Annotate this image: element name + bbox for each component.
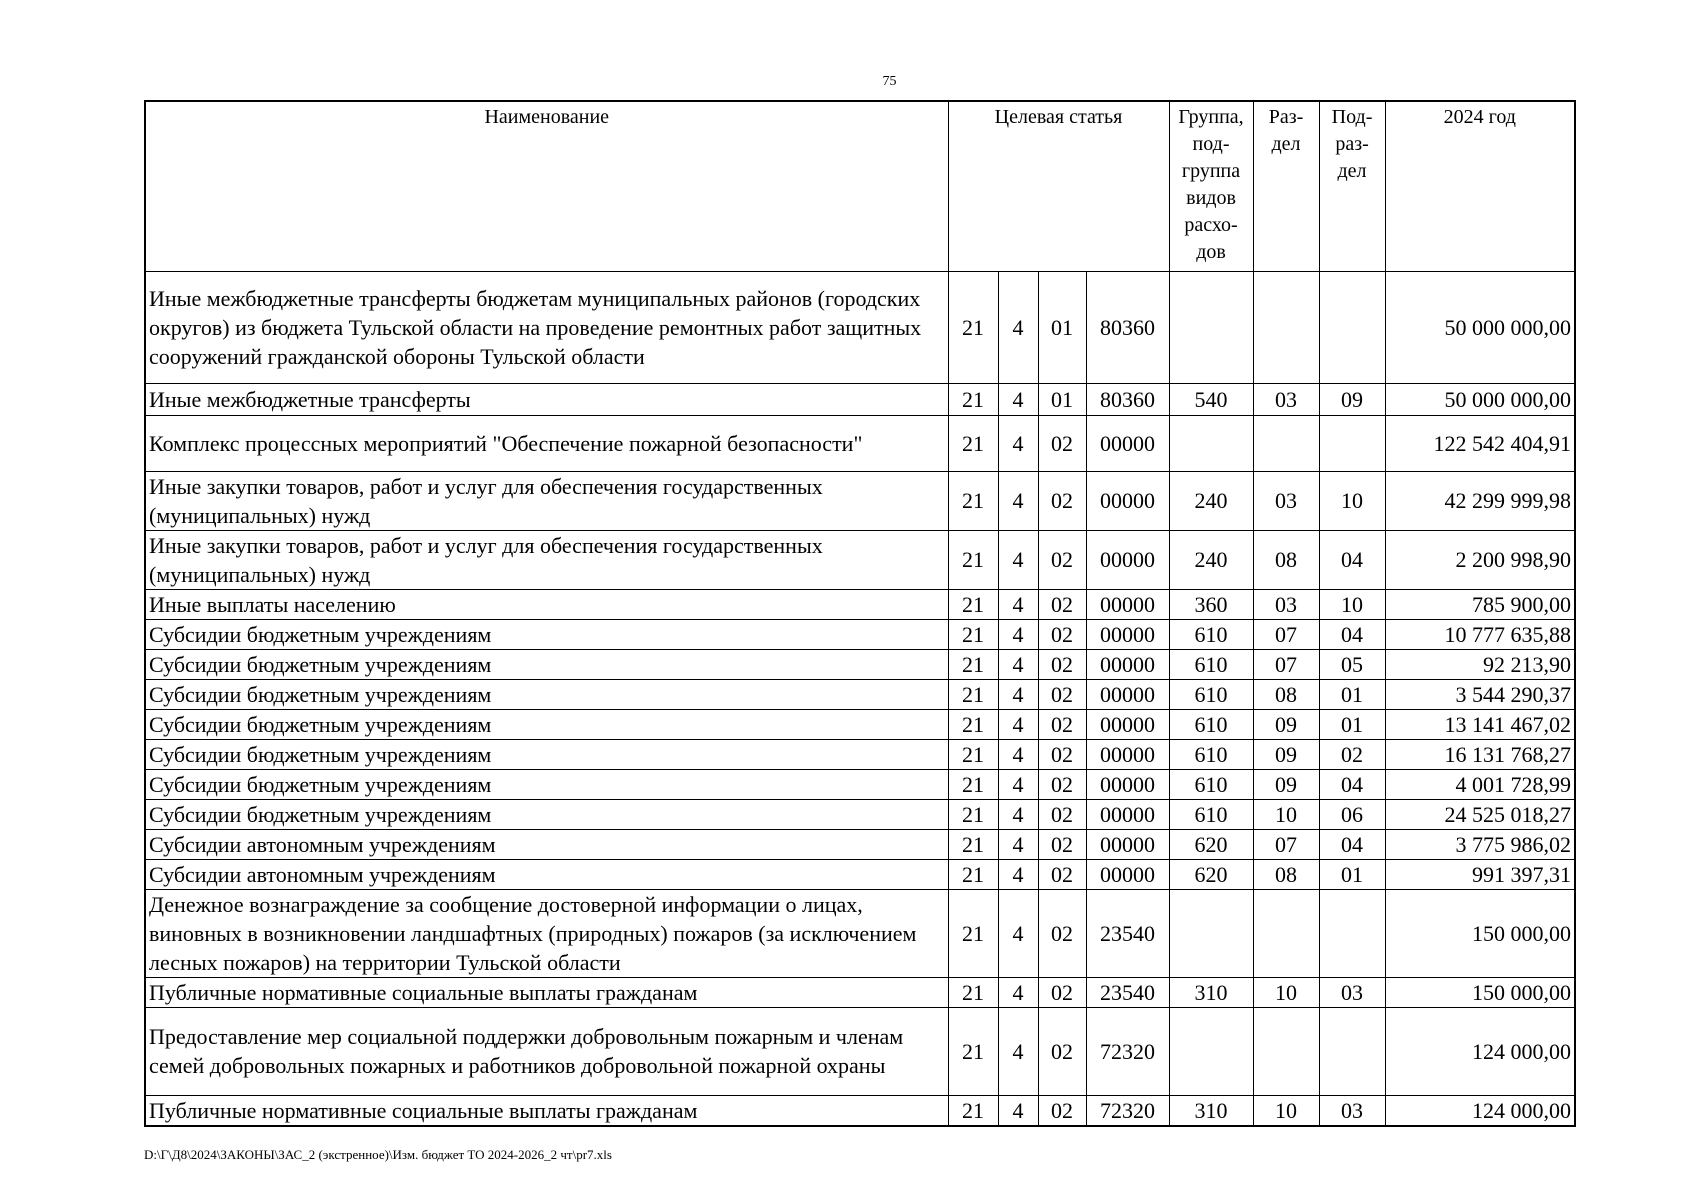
cell-name: Предоставление мер социальной поддержки добровольным пожарным и членам семей добровольных пожарных и работников добровольной пожарной охраны — [145, 1007, 948, 1095]
cell-c2: 4 — [998, 415, 1038, 471]
cell-c2: 4 — [998, 1007, 1038, 1095]
cell-subsection: 01 — [1319, 859, 1385, 889]
cell-section: 08 — [1253, 679, 1319, 709]
cell-section: 07 — [1253, 619, 1319, 649]
cell-c1: 21 — [948, 709, 998, 739]
cell-subsection: 01 — [1319, 679, 1385, 709]
page-number: 75 — [882, 74, 897, 89]
cell-group: 620 — [1169, 829, 1253, 859]
cell-section: 10 — [1253, 977, 1319, 1007]
cell-c1: 21 — [948, 859, 998, 889]
table-row — [145, 1007, 1575, 1095]
cell-c2: 4 — [998, 889, 1038, 977]
cell-section — [1253, 415, 1319, 471]
cell-c2: 4 — [998, 589, 1038, 619]
cell-c1: 21 — [948, 977, 998, 1007]
cell-c3: 02 — [1038, 471, 1086, 530]
cell-c3: 02 — [1038, 1095, 1086, 1126]
cell-c4: 00000 — [1086, 829, 1169, 859]
cell-subsection: 05 — [1319, 649, 1385, 679]
cell-subsection: 10 — [1319, 589, 1385, 619]
cell-group — [1169, 271, 1253, 383]
cell-c1: 21 — [948, 1095, 998, 1126]
cell-c2: 4 — [998, 739, 1038, 769]
cell-name: Иные закупки товаров, работ и услуг для обеспечения государственных (муниципальных) нужд — [145, 471, 948, 530]
cell-group: 610 — [1169, 709, 1253, 739]
cell-subsection: 03 — [1319, 977, 1385, 1007]
cell-section: 09 — [1253, 739, 1319, 769]
cell-group: 360 — [1169, 589, 1253, 619]
cell-subsection: 10 — [1319, 471, 1385, 530]
cell-amount: 4 001 728,99 — [1385, 769, 1575, 799]
cell-name: Субсидии бюджетным учреждениям — [145, 769, 948, 799]
cell-c1: 21 — [948, 1007, 998, 1095]
cell-name: Субсидии бюджетным учреждениям — [145, 799, 948, 829]
cell-c4: 23540 — [1086, 977, 1169, 1007]
cell-c2: 4 — [998, 271, 1038, 383]
cell-c4: 23540 — [1086, 889, 1169, 977]
cell-c2: 4 — [998, 769, 1038, 799]
cell-group — [1169, 415, 1253, 471]
cell-amount: 42 299 999,98 — [1385, 471, 1575, 530]
cell-section — [1253, 889, 1319, 977]
cell-c4: 00000 — [1086, 799, 1169, 829]
cell-c2: 4 — [998, 383, 1038, 415]
cell-subsection — [1319, 889, 1385, 977]
cell-name: Субсидии бюджетным учреждениям — [145, 709, 948, 739]
cell-c4: 80360 — [1086, 271, 1169, 383]
cell-section: 03 — [1253, 589, 1319, 619]
table-row — [145, 415, 1575, 471]
cell-c1: 21 — [948, 889, 998, 977]
cell-c4: 00000 — [1086, 769, 1169, 799]
cell-c4: 00000 — [1086, 471, 1169, 530]
cell-amount: 991 397,31 — [1385, 859, 1575, 889]
cell-amount: 3 544 290,37 — [1385, 679, 1575, 709]
cell-amount: 785 900,00 — [1385, 589, 1575, 619]
table-row — [145, 271, 1575, 383]
table-row — [145, 859, 1575, 889]
cell-c3: 02 — [1038, 619, 1086, 649]
cell-c1: 21 — [948, 799, 998, 829]
cell-name: Иные выплаты населению — [145, 589, 948, 619]
cell-c1: 21 — [948, 619, 998, 649]
cell-c2: 4 — [998, 709, 1038, 739]
cell-group: 620 — [1169, 859, 1253, 889]
cell-subsection — [1319, 415, 1385, 471]
cell-amount: 50 000 000,00 — [1385, 271, 1575, 383]
cell-subsection: 03 — [1319, 1095, 1385, 1126]
header-name: Наименование — [145, 101, 948, 271]
cell-c4: 80360 — [1086, 383, 1169, 415]
cell-name: Субсидии автономным учреждениям — [145, 829, 948, 859]
cell-amount: 10 777 635,88 — [1385, 619, 1575, 649]
cell-amount: 13 141 467,02 — [1385, 709, 1575, 739]
cell-name: Субсидии автономным учреждениям — [145, 859, 948, 889]
cell-c1: 21 — [948, 271, 998, 383]
cell-name: Субсидии бюджетным учреждениям — [145, 649, 948, 679]
cell-subsection: 09 — [1319, 383, 1385, 415]
cell-c1: 21 — [948, 589, 998, 619]
cell-group: 610 — [1169, 679, 1253, 709]
cell-c3: 02 — [1038, 889, 1086, 977]
cell-group: 240 — [1169, 530, 1253, 589]
table-row — [145, 679, 1575, 709]
header-subsection: Под-раз-дел — [1319, 101, 1385, 271]
cell-section: 09 — [1253, 769, 1319, 799]
cell-amount: 150 000,00 — [1385, 889, 1575, 977]
cell-c2: 4 — [998, 619, 1038, 649]
cell-name: Иные межбюджетные трансферты — [145, 383, 948, 415]
cell-name: Субсидии бюджетным учреждениям — [145, 619, 948, 649]
cell-section: 07 — [1253, 829, 1319, 859]
table-row — [145, 589, 1575, 619]
cell-group — [1169, 889, 1253, 977]
cell-c4: 00000 — [1086, 739, 1169, 769]
cell-group — [1169, 1007, 1253, 1095]
cell-c1: 21 — [948, 530, 998, 589]
cell-c1: 21 — [948, 679, 998, 709]
table-row — [145, 977, 1575, 1007]
table-row — [145, 1095, 1575, 1126]
cell-c2: 4 — [998, 977, 1038, 1007]
budget-table — [144, 100, 1576, 1127]
cell-c3: 01 — [1038, 383, 1086, 415]
cell-c2: 4 — [998, 799, 1038, 829]
cell-c3: 02 — [1038, 769, 1086, 799]
table-row — [145, 383, 1575, 415]
cell-c2: 4 — [998, 1095, 1038, 1126]
cell-c2: 4 — [998, 471, 1038, 530]
table-row — [145, 530, 1575, 589]
cell-amount: 16 131 768,27 — [1385, 739, 1575, 769]
cell-c3: 01 — [1038, 271, 1086, 383]
cell-c1: 21 — [948, 471, 998, 530]
cell-c2: 4 — [998, 859, 1038, 889]
cell-c2: 4 — [998, 530, 1038, 589]
cell-c1: 21 — [948, 829, 998, 859]
cell-group: 310 — [1169, 977, 1253, 1007]
cell-c3: 02 — [1038, 415, 1086, 471]
cell-c2: 4 — [998, 649, 1038, 679]
table-row — [145, 739, 1575, 769]
cell-subsection: 06 — [1319, 799, 1385, 829]
cell-section: 09 — [1253, 709, 1319, 739]
cell-subsection: 02 — [1319, 739, 1385, 769]
header-target-article: Целевая статья — [948, 101, 1169, 271]
header-year: 2024 год — [1385, 101, 1575, 271]
cell-section: 10 — [1253, 1095, 1319, 1126]
cell-c2: 4 — [998, 679, 1038, 709]
header-expense-group: Группа, под-группа видов расхо-дов — [1169, 101, 1253, 271]
cell-name: Иные закупки товаров, работ и услуг для обеспечения государственных (муниципальных) нужд — [145, 530, 948, 589]
cell-amount: 124 000,00 — [1385, 1007, 1575, 1095]
cell-amount: 150 000,00 — [1385, 977, 1575, 1007]
cell-section: 03 — [1253, 383, 1319, 415]
cell-name: Публичные нормативные социальные выплаты гражданам — [145, 1095, 948, 1126]
cell-subsection: 04 — [1319, 530, 1385, 589]
cell-c3: 02 — [1038, 977, 1086, 1007]
cell-c4: 00000 — [1086, 709, 1169, 739]
cell-name: Субсидии бюджетным учреждениям — [145, 739, 948, 769]
cell-c3: 02 — [1038, 679, 1086, 709]
cell-section: 10 — [1253, 799, 1319, 829]
cell-c3: 02 — [1038, 829, 1086, 859]
cell-c4: 72320 — [1086, 1095, 1169, 1126]
file-path-footer: D:\Г\Д8\2024\ЗАКОНЫ\ЗАС_2 (экстренное)\Изм. бюджет ТО 2024-2026_2 чт\pr7.xls — [144, 1147, 612, 1162]
cell-amount: 122 542 404,91 — [1385, 415, 1575, 471]
cell-group: 610 — [1169, 739, 1253, 769]
cell-group: 610 — [1169, 649, 1253, 679]
cell-amount: 124 000,00 — [1385, 1095, 1575, 1126]
cell-name: Денежное вознаграждение за сообщение достоверной информации о лицах, виновных в возникновении ландшафтных (природных) пожаров (за исключением лесных пожаров) на территории Тульской области — [145, 889, 948, 977]
cell-group: 540 — [1169, 383, 1253, 415]
cell-c1: 21 — [948, 739, 998, 769]
table-row — [145, 619, 1575, 649]
cell-c3: 02 — [1038, 1007, 1086, 1095]
table-row — [145, 889, 1575, 977]
cell-c1: 21 — [948, 415, 998, 471]
cell-c4: 00000 — [1086, 589, 1169, 619]
table-row — [145, 769, 1575, 799]
cell-subsection: 04 — [1319, 769, 1385, 799]
cell-c3: 02 — [1038, 799, 1086, 829]
table-header-row — [145, 101, 1575, 271]
table-row — [145, 649, 1575, 679]
cell-c4: 00000 — [1086, 859, 1169, 889]
cell-c4: 72320 — [1086, 1007, 1169, 1095]
cell-subsection — [1319, 271, 1385, 383]
cell-amount: 92 213,90 — [1385, 649, 1575, 679]
cell-group: 310 — [1169, 1095, 1253, 1126]
cell-section: 03 — [1253, 471, 1319, 530]
cell-c3: 02 — [1038, 530, 1086, 589]
cell-c4: 00000 — [1086, 679, 1169, 709]
cell-subsection: 04 — [1319, 829, 1385, 859]
cell-group: 610 — [1169, 769, 1253, 799]
cell-section: 07 — [1253, 649, 1319, 679]
cell-c3: 02 — [1038, 649, 1086, 679]
cell-c4: 00000 — [1086, 415, 1169, 471]
cell-c4: 00000 — [1086, 649, 1169, 679]
table-row — [145, 709, 1575, 739]
cell-group: 610 — [1169, 619, 1253, 649]
cell-name: Иные межбюджетные трансферты бюджетам муниципальных районов (городских округов) из бюджета Тульской области на проведение ремонтных работ защитных сооружений гражданской обороны Тульской области — [145, 271, 948, 383]
cell-amount: 3 775 986,02 — [1385, 829, 1575, 859]
cell-section — [1253, 1007, 1319, 1095]
cell-name: Публичные нормативные социальные выплаты гражданам — [145, 977, 948, 1007]
cell-c4: 00000 — [1086, 530, 1169, 589]
table-row — [145, 829, 1575, 859]
table-row — [145, 471, 1575, 530]
cell-section: 08 — [1253, 859, 1319, 889]
cell-section: 08 — [1253, 530, 1319, 589]
cell-group: 240 — [1169, 471, 1253, 530]
cell-c3: 02 — [1038, 859, 1086, 889]
cell-c1: 21 — [948, 769, 998, 799]
cell-name: Комплекс процессных мероприятий "Обеспечение пожарной безопасности" — [145, 415, 948, 471]
cell-c3: 02 — [1038, 739, 1086, 769]
cell-subsection: 01 — [1319, 709, 1385, 739]
cell-subsection: 04 — [1319, 619, 1385, 649]
cell-group: 610 — [1169, 799, 1253, 829]
cell-section — [1253, 271, 1319, 383]
cell-amount: 2 200 998,90 — [1385, 530, 1575, 589]
cell-c1: 21 — [948, 383, 998, 415]
cell-amount: 50 000 000,00 — [1385, 383, 1575, 415]
cell-subsection — [1319, 1007, 1385, 1095]
cell-c3: 02 — [1038, 589, 1086, 619]
table-row — [145, 799, 1575, 829]
cell-c2: 4 — [998, 829, 1038, 859]
header-section: Раз-дел — [1253, 101, 1319, 271]
cell-c3: 02 — [1038, 709, 1086, 739]
cell-name: Субсидии бюджетным учреждениям — [145, 679, 948, 709]
cell-c1: 21 — [948, 649, 998, 679]
cell-amount: 24 525 018,27 — [1385, 799, 1575, 829]
cell-c4: 00000 — [1086, 619, 1169, 649]
